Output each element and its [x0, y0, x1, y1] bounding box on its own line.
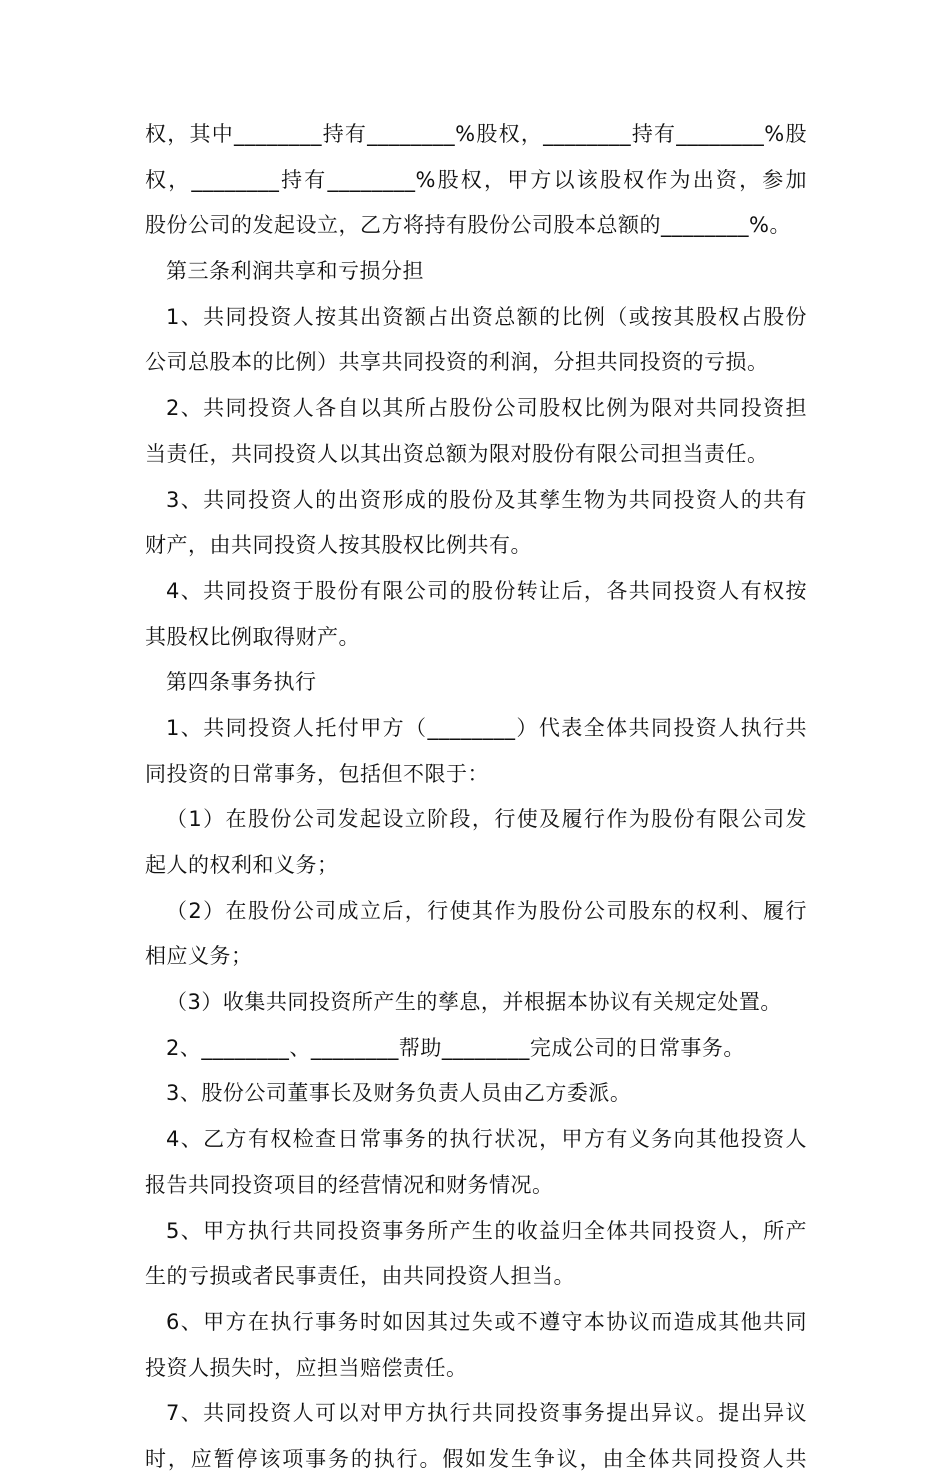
- text-line: 其股权比例取得财产。: [145, 624, 360, 649]
- text-line: （3）收集共同投资所产生的孳息，并根据本协议有关规定处置。: [166, 990, 782, 1015]
- text-line: 同投资的日常事务，包括但不限于：: [145, 761, 489, 786]
- text-line: （2）在股份公司成立后，行使其作为股份公司股东的权利、履行: [166, 898, 807, 923]
- text-line: 起人的权利和义务；: [145, 853, 339, 877]
- text-line: 3、共同投资人的出资形成的股份及其孳生物为共同投资人的共有: [166, 487, 807, 512]
- text-line: 财产，由共同投资人按其股权比例共有。: [145, 533, 532, 558]
- text-line: 生的亏损或者民事责任，由共同投资人担当。: [145, 1264, 575, 1289]
- text-line: 2、________、________帮助________完成公司的日常事务。: [166, 1035, 745, 1060]
- text-line: 2、共同投资人各自以其所占股份公司股权比例为限对共同投资担: [166, 396, 807, 421]
- text-line: 公司总股本的比例）共享共同投资的利润，分担共同投资的亏损。: [145, 350, 769, 375]
- text-line: 股份公司的发起设立，乙方将持有股份公司股本总额的________%。: [145, 213, 791, 238]
- text-line: 相应义务；: [145, 944, 253, 969]
- text-line: 时，应暂停该项事务的执行。假如发生争议，由全体共同投资人共: [145, 1446, 807, 1471]
- text-line: 6、甲方在执行事务时如因其过失或不遵守本协议而造成其他共同: [166, 1309, 807, 1334]
- text-line: 第三条利润共享和亏损分担: [166, 259, 424, 284]
- text-line: 4、共同投资于股份有限公司的股份转让后，各共同投资人有权按: [166, 578, 807, 603]
- text-line: 4、乙方有权检查日常事务的执行状况，甲方有义务向其他投资人: [166, 1127, 807, 1152]
- text-line: 5、甲方执行共同投资事务所产生的收益归全体共同投资人，所产: [166, 1218, 807, 1243]
- document-body: [145, 112, 807, 1483]
- text-line: 3、股份公司董事长及财务负责人员由乙方委派。: [166, 1081, 632, 1106]
- text-line: 权，________持有________%股权，甲方以该股权作为出资，参加: [145, 167, 807, 192]
- text-line: 1、共同投资人按其出资额占出资总额的比例（或按其股权占股份: [166, 304, 807, 329]
- text-line: 第四条事务执行: [166, 670, 317, 695]
- text-line: 报告共同投资项目的经营情况和财务情况。: [145, 1172, 554, 1197]
- text-line: 投资人损失时，应担当赔偿责任。: [145, 1355, 468, 1380]
- text-line: 1、共同投资人托付甲方（________）代表全体共同投资人执行共: [166, 715, 807, 740]
- text-line: 权，其中________持有________%股权，________持有________%股: [145, 122, 807, 146]
- text-line: 当责任，共同投资人以其出资总额为限对股份有限公司担当责任。: [145, 441, 769, 466]
- text-line: 7、共同投资人可以对甲方执行共同投资事务提出异议。提出异议: [166, 1401, 807, 1426]
- text-line: （1）在股份公司发起设立阶段，行使及履行作为股份有限公司发: [166, 807, 807, 832]
